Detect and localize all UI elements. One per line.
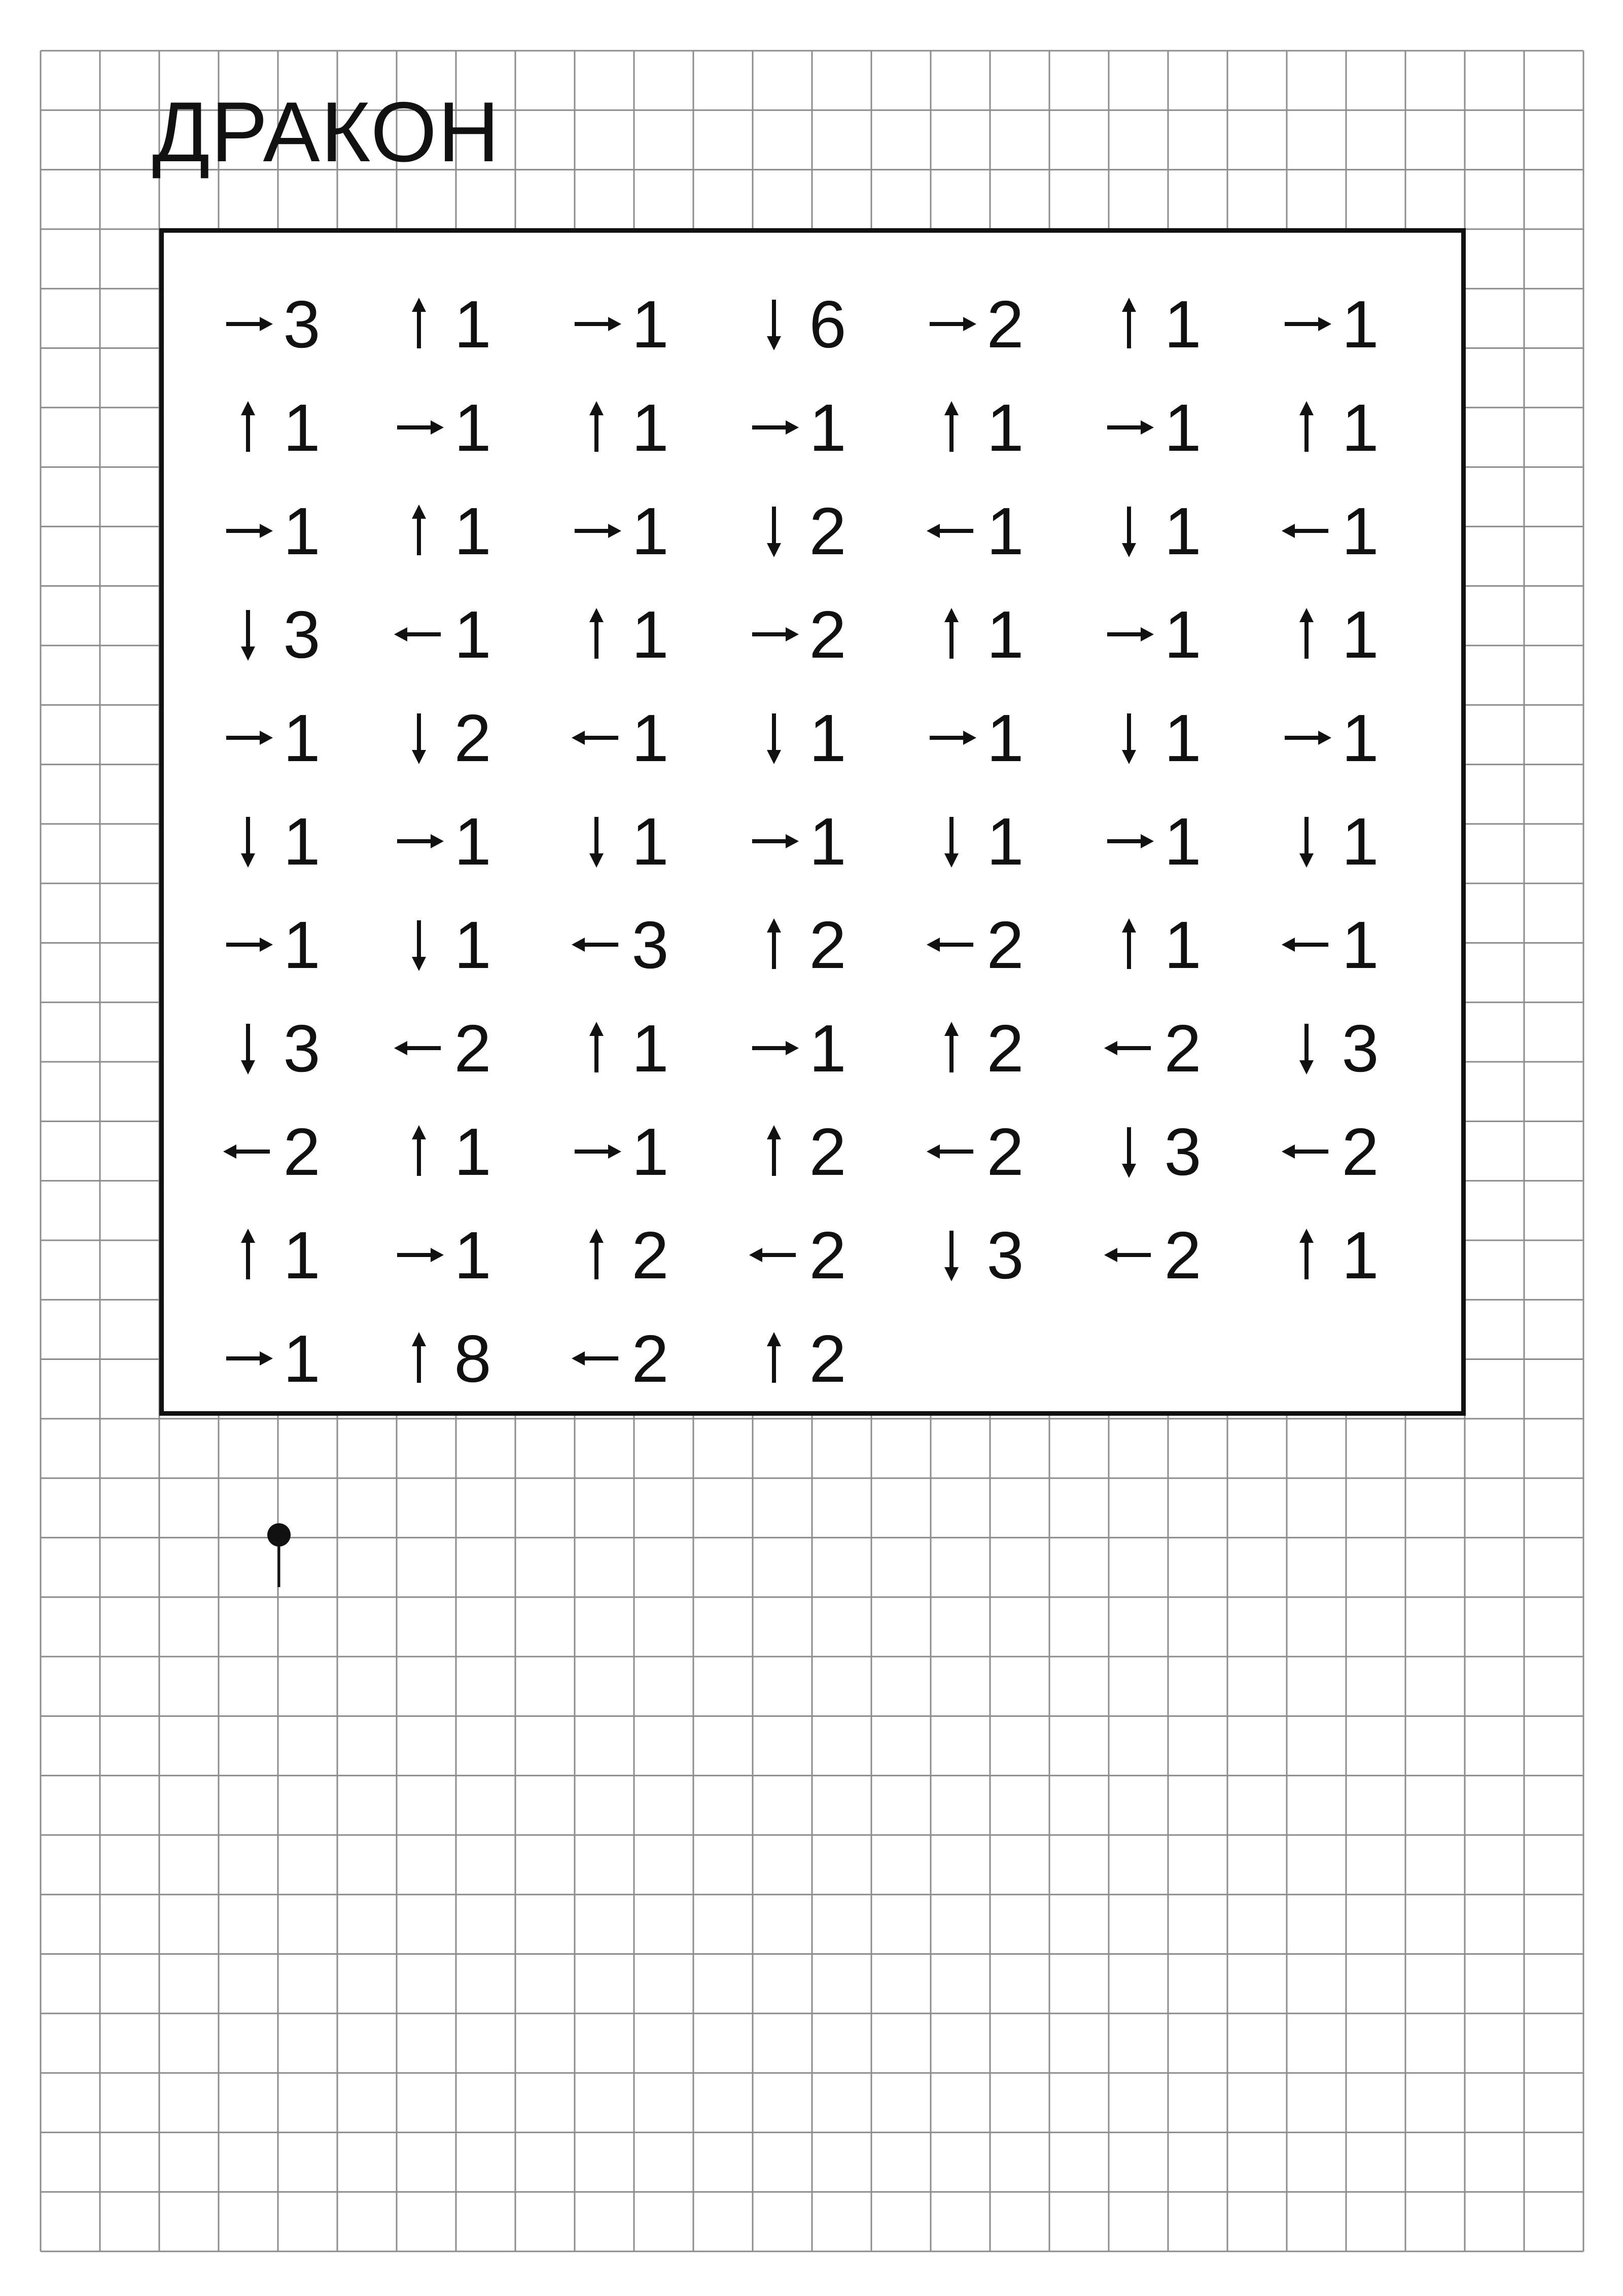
- arrow-down-icon: [924, 811, 979, 872]
- instruction-step: [720, 904, 872, 985]
- instruction-step: [194, 1214, 346, 1296]
- step-count: 6: [809, 286, 846, 362]
- instruction-step: [1253, 387, 1405, 468]
- arrow-down-icon: [391, 707, 447, 768]
- instruction-step: [720, 1214, 872, 1296]
- arrow-right-icon: [220, 914, 276, 975]
- instruction-step: [194, 490, 346, 571]
- step-count: 2: [809, 1321, 846, 1396]
- step-count: 1: [283, 700, 321, 775]
- step-count: 1: [631, 700, 669, 775]
- instruction-step: [898, 387, 1050, 468]
- step-count: 1: [1342, 907, 1379, 982]
- instruction-step: [543, 1008, 695, 1089]
- instruction-step: [194, 1008, 346, 1089]
- step-count: 1: [1342, 1217, 1379, 1293]
- step-count: 1: [986, 493, 1024, 568]
- instruction-step: [1253, 490, 1405, 571]
- instruction-step: [898, 1214, 1050, 1296]
- step-count: 1: [283, 493, 321, 568]
- instruction-step: [194, 801, 346, 882]
- arrow-left-icon: [924, 914, 979, 975]
- step-count: 3: [283, 286, 321, 362]
- arrow-down-icon: [220, 1018, 276, 1079]
- step-count: 1: [631, 804, 669, 879]
- instruction-step: [720, 1111, 872, 1192]
- instruction-step: [1075, 1214, 1227, 1296]
- arrow-right-icon: [391, 811, 447, 872]
- arrow-up-icon: [1101, 294, 1157, 354]
- step-count: 3: [283, 1011, 321, 1086]
- step-count: 2: [454, 700, 491, 775]
- arrow-right-icon: [924, 294, 979, 354]
- instruction-step: [365, 283, 517, 365]
- instruction-step: [720, 490, 872, 571]
- step-count: 1: [454, 597, 491, 672]
- arrow-right-icon: [1279, 294, 1334, 354]
- instruction-row: [164, 490, 1461, 571]
- instruction-step: [720, 283, 872, 365]
- step-count: 1: [454, 1114, 491, 1189]
- arrow-right-icon: [569, 294, 624, 354]
- instruction-step: [1075, 283, 1227, 365]
- step-count: 2: [986, 286, 1024, 362]
- instruction-step: [365, 1214, 517, 1296]
- step-count: 2: [631, 1217, 669, 1293]
- arrow-down-icon: [1101, 707, 1157, 768]
- arrow-down-icon: [391, 914, 447, 975]
- step-count: 8: [454, 1321, 491, 1396]
- page-title: ДРАКОН: [152, 84, 501, 180]
- step-count: 1: [631, 1011, 669, 1086]
- arrow-down-icon: [924, 1225, 979, 1285]
- instruction-step: [543, 1318, 695, 1399]
- arrow-up-icon: [1279, 604, 1334, 665]
- instruction-step: [720, 594, 872, 675]
- arrow-right-icon: [391, 397, 447, 458]
- instruction-step: [543, 1214, 695, 1296]
- arrow-left-icon: [1279, 914, 1334, 975]
- instruction-step: [365, 697, 517, 778]
- instruction-row: [164, 1008, 1461, 1089]
- instruction-row: [164, 697, 1461, 778]
- instruction-step: [365, 1111, 517, 1192]
- arrow-left-icon: [1101, 1225, 1157, 1285]
- arrow-right-icon: [391, 1225, 447, 1285]
- instruction-step: [720, 1318, 872, 1399]
- arrow-right-icon: [746, 1018, 802, 1079]
- instruction-step: [1075, 904, 1227, 985]
- step-count: 2: [809, 597, 846, 672]
- instruction-step: [194, 1111, 346, 1192]
- arrow-up-icon: [569, 397, 624, 458]
- instruction-row: [164, 801, 1461, 882]
- instruction-step: [365, 801, 517, 882]
- arrow-left-icon: [569, 914, 624, 975]
- step-count: 3: [283, 597, 321, 672]
- arrow-right-icon: [1279, 707, 1334, 768]
- arrow-up-icon: [1279, 1225, 1334, 1285]
- arrow-right-icon: [220, 1328, 276, 1389]
- step-count: 1: [1164, 286, 1202, 362]
- step-count: 1: [1164, 804, 1202, 879]
- instruction-step: [1075, 490, 1227, 571]
- arrow-up-icon: [569, 1225, 624, 1285]
- instruction-step: [1075, 594, 1227, 675]
- step-count: 1: [1342, 700, 1379, 775]
- instruction-step: [365, 490, 517, 571]
- step-count: 1: [283, 1217, 321, 1293]
- step-count: 1: [809, 1011, 846, 1086]
- arrow-up-icon: [569, 604, 624, 665]
- step-count: 1: [1164, 597, 1202, 672]
- instruction-step: [898, 283, 1050, 365]
- step-count: 1: [1342, 493, 1379, 568]
- step-count: 1: [986, 597, 1024, 672]
- instruction-step: [1253, 1008, 1405, 1089]
- step-count: 1: [1164, 907, 1202, 982]
- instruction-step: [1253, 283, 1405, 365]
- step-count: 2: [1342, 1114, 1379, 1189]
- instruction-step: [543, 387, 695, 468]
- step-count: 1: [1164, 700, 1202, 775]
- instruction-row: [164, 1318, 1461, 1399]
- arrow-right-icon: [1101, 397, 1157, 458]
- instruction-step: [1253, 904, 1405, 985]
- instruction-step: [898, 490, 1050, 571]
- arrow-right-icon: [569, 500, 624, 561]
- instruction-step: [1253, 697, 1405, 778]
- arrow-down-icon: [1279, 811, 1334, 872]
- step-count: 2: [986, 1011, 1024, 1086]
- arrow-down-icon: [1279, 1018, 1334, 1079]
- instruction-row: [164, 904, 1461, 985]
- instruction-row: [164, 387, 1461, 468]
- step-count: 2: [809, 907, 846, 982]
- arrow-up-icon: [746, 1328, 802, 1389]
- arrow-right-icon: [746, 604, 802, 665]
- arrow-up-icon: [391, 1328, 447, 1389]
- instruction-step: [194, 697, 346, 778]
- step-count: 1: [986, 700, 1024, 775]
- arrow-left-icon: [1279, 500, 1334, 561]
- arrow-left-icon: [569, 1328, 624, 1389]
- instruction-step: [1075, 387, 1227, 468]
- arrow-up-icon: [391, 500, 447, 561]
- instruction-row: [164, 283, 1461, 365]
- start-dot: [267, 1523, 291, 1547]
- arrow-right-icon: [746, 811, 802, 872]
- step-count: 1: [809, 804, 846, 879]
- step-count: 1: [283, 907, 321, 982]
- instruction-step: [365, 594, 517, 675]
- step-count: 1: [1342, 286, 1379, 362]
- instruction-step: [898, 904, 1050, 985]
- instruction-step: [365, 904, 517, 985]
- step-count: 1: [454, 390, 491, 465]
- step-count: 1: [631, 390, 669, 465]
- step-count: 2: [986, 1114, 1024, 1189]
- arrow-up-icon: [391, 1121, 447, 1182]
- instruction-step: [898, 697, 1050, 778]
- instruction-step: [543, 283, 695, 365]
- step-count: 1: [283, 1321, 321, 1396]
- instruction-step: [543, 904, 695, 985]
- step-count: 3: [631, 907, 669, 982]
- instruction-step: [898, 801, 1050, 882]
- instruction-step: [365, 1008, 517, 1089]
- arrow-left-icon: [1101, 1018, 1157, 1079]
- instruction-step: [365, 387, 517, 468]
- instruction-step: [543, 490, 695, 571]
- instruction-step: [898, 1111, 1050, 1192]
- instruction-step: [543, 594, 695, 675]
- step-count: 2: [454, 1011, 491, 1086]
- instruction-row: [164, 1214, 1461, 1296]
- arrow-left-icon: [220, 1121, 276, 1182]
- step-count: 1: [454, 907, 491, 982]
- step-count: 1: [986, 804, 1024, 879]
- arrow-left-icon: [391, 604, 447, 665]
- arrow-left-icon: [1279, 1121, 1334, 1182]
- instruction-step: [898, 594, 1050, 675]
- instruction-step: [720, 1008, 872, 1089]
- step-count: 1: [454, 286, 491, 362]
- step-count: 1: [454, 493, 491, 568]
- instruction-step: [1253, 594, 1405, 675]
- instruction-row: [164, 1111, 1461, 1192]
- step-count: 3: [986, 1217, 1024, 1293]
- arrow-up-icon: [1101, 914, 1157, 975]
- step-count: 1: [809, 700, 846, 775]
- instruction-step: [720, 697, 872, 778]
- step-count: 1: [1342, 390, 1379, 465]
- instruction-step: [720, 801, 872, 882]
- arrow-right-icon: [746, 397, 802, 458]
- step-count: 2: [283, 1114, 321, 1189]
- step-count: 1: [283, 390, 321, 465]
- step-count: 1: [1164, 390, 1202, 465]
- arrow-down-icon: [746, 500, 802, 561]
- arrow-right-icon: [220, 500, 276, 561]
- step-count: 3: [1342, 1011, 1379, 1086]
- arrow-right-icon: [220, 707, 276, 768]
- arrow-up-icon: [924, 397, 979, 458]
- instruction-step: [1075, 801, 1227, 882]
- step-count: 1: [283, 804, 321, 879]
- instruction-box: [159, 228, 1466, 1416]
- arrow-up-icon: [220, 1225, 276, 1285]
- arrow-up-icon: [924, 1018, 979, 1079]
- arrow-down-icon: [220, 604, 276, 665]
- step-count: 1: [631, 1114, 669, 1189]
- instruction-step: [720, 387, 872, 468]
- arrow-left-icon: [569, 707, 624, 768]
- arrow-up-icon: [220, 397, 276, 458]
- instruction-step: [543, 1111, 695, 1192]
- step-count: 1: [986, 390, 1024, 465]
- step-count: 3: [1164, 1114, 1202, 1189]
- step-count: 2: [809, 1217, 846, 1293]
- arrow-down-icon: [746, 707, 802, 768]
- step-count: 1: [1342, 804, 1379, 879]
- step-count: 2: [809, 1114, 846, 1189]
- arrow-left-icon: [746, 1225, 802, 1285]
- instruction-step: [1253, 1214, 1405, 1296]
- arrow-up-icon: [746, 1121, 802, 1182]
- arrow-down-icon: [746, 294, 802, 354]
- instruction-step: [194, 594, 346, 675]
- instruction-step: [1253, 801, 1405, 882]
- instruction-step: [194, 283, 346, 365]
- step-count: 2: [986, 907, 1024, 982]
- instruction-step: [194, 904, 346, 985]
- instruction-row: [164, 594, 1461, 675]
- arrow-right-icon: [1101, 811, 1157, 872]
- arrow-down-icon: [569, 811, 624, 872]
- arrow-right-icon: [1101, 604, 1157, 665]
- arrow-up-icon: [924, 604, 979, 665]
- instruction-step: [898, 1008, 1050, 1089]
- arrow-left-icon: [924, 500, 979, 561]
- step-count: 2: [631, 1321, 669, 1396]
- instruction-step: [1075, 1111, 1227, 1192]
- instruction-step: [1075, 697, 1227, 778]
- arrow-down-icon: [220, 811, 276, 872]
- instruction-step: [543, 697, 695, 778]
- instruction-step: [1075, 1008, 1227, 1089]
- arrow-right-icon: [569, 1121, 624, 1182]
- step-count: 2: [1164, 1217, 1202, 1293]
- step-count: 1: [1342, 597, 1379, 672]
- arrow-down-icon: [1101, 1121, 1157, 1182]
- step-count: 1: [631, 493, 669, 568]
- step-count: 1: [1164, 493, 1202, 568]
- instruction-step: [1253, 1111, 1405, 1192]
- arrow-left-icon: [391, 1018, 447, 1079]
- arrow-left-icon: [924, 1121, 979, 1182]
- step-count: 1: [631, 597, 669, 672]
- arrow-up-icon: [391, 294, 447, 354]
- step-count: 2: [809, 493, 846, 568]
- arrow-up-icon: [569, 1018, 624, 1079]
- instruction-step: [543, 801, 695, 882]
- step-count: 1: [454, 1217, 491, 1293]
- instruction-step: [194, 1318, 346, 1399]
- arrow-up-icon: [746, 914, 802, 975]
- arrow-down-icon: [1101, 500, 1157, 561]
- instruction-step: [365, 1318, 517, 1399]
- arrow-up-icon: [1279, 397, 1334, 458]
- arrow-right-icon: [220, 294, 276, 354]
- step-count: 1: [454, 804, 491, 879]
- arrow-right-icon: [924, 707, 979, 768]
- step-count: 1: [631, 286, 669, 362]
- step-count: 2: [1164, 1011, 1202, 1086]
- step-count: 1: [809, 390, 846, 465]
- instruction-step: [194, 387, 346, 468]
